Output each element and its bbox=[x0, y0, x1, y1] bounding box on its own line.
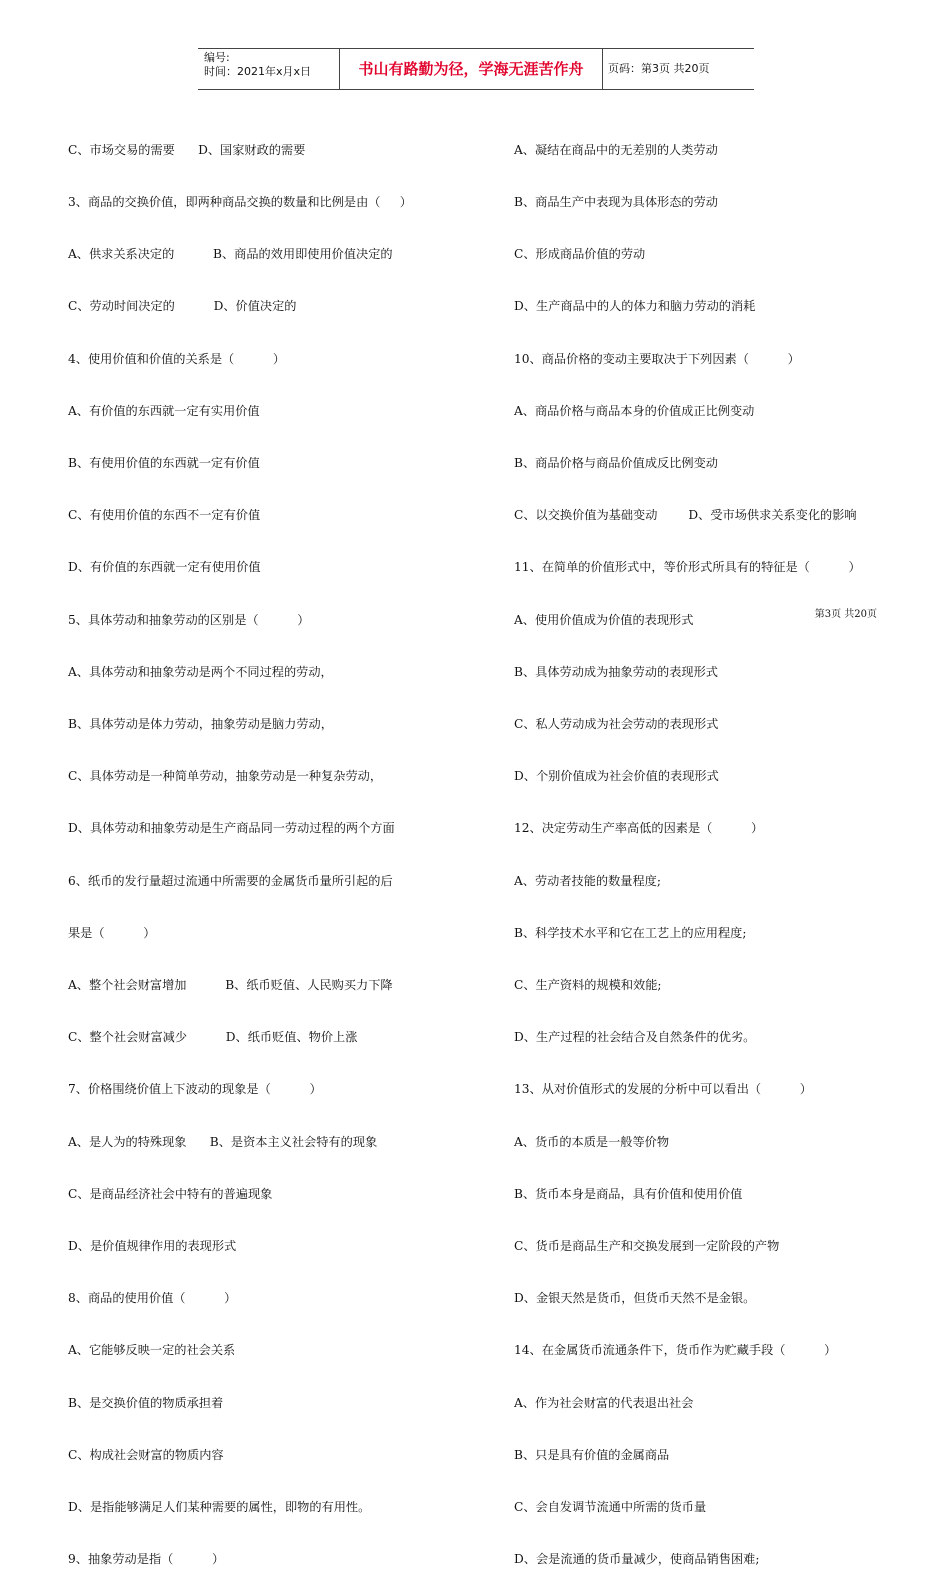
page-footer: 第3页 共20页 bbox=[814, 609, 877, 620]
text-line: C、整个社会财富减少 D、纸币贬值、物价上涨 bbox=[68, 1030, 358, 1045]
document-number-label: 编号: bbox=[204, 51, 230, 64]
text-line: C、形成商品价值的劳动 bbox=[514, 247, 646, 262]
text-line: A、它能够反映一定的社会关系 bbox=[68, 1343, 236, 1358]
text-line: B、商品价格与商品价值成反比例变动 bbox=[514, 456, 718, 471]
text-line: A、凝结在商品中的无差别的人类劳动 bbox=[514, 142, 718, 157]
question-5: 5、具体劳动和抽象劳动的区别是（ ） bbox=[68, 612, 310, 627]
text-line: A、具体劳动和抽象劳动是两个不同过程的劳动， bbox=[68, 664, 333, 679]
text-line: B、商品生产中表现为具体形态的劳动 bbox=[514, 195, 718, 210]
text-line: C、会自发调节流通中所需的货币量 bbox=[514, 1500, 707, 1515]
text-line: C、劳动时间决定的 D、价值决定的 bbox=[68, 299, 297, 314]
text-line: A、商品价格与商品本身的价值成正比例变动 bbox=[514, 403, 755, 418]
question-11: 11、在简单的价值形式中，等价形式所具有的特征是（ ） bbox=[514, 560, 861, 575]
question-10: 10、商品价格的变动主要取决于下列因素（ ） bbox=[514, 351, 800, 366]
text-line: C、以交换价值为基础变动 D、受市场供求关系变化的影响 bbox=[514, 508, 857, 523]
text-line: C、有使用价值的东西不一定有价值 bbox=[68, 508, 261, 523]
text-line: A、劳动者技能的数量程度; bbox=[514, 873, 661, 888]
question-7: 7、价格围绕价值上下波动的现象是（ ） bbox=[68, 1082, 322, 1097]
page-header bbox=[198, 48, 754, 90]
text-line: C、生产资料的规模和效能; bbox=[514, 978, 662, 993]
text-line: D、会是流通的货币量减少，使商品销售困难; bbox=[514, 1552, 760, 1567]
header-meta bbox=[198, 49, 338, 89]
question-3: 3、商品的交换价值，即两种商品交换的数量和比例是由（ ） bbox=[68, 195, 412, 210]
text-line: A、有价值的东西就一定有实用价值 bbox=[68, 403, 260, 418]
question-6: 6、纸币的发行量超过流通中所需要的金属货币量所引起的后 bbox=[68, 873, 393, 888]
question-12: 12、决定劳动生产率高低的因素是（ ） bbox=[514, 821, 764, 836]
question-13: 13、从对价值形式的发展的分析中可以看出（ ） bbox=[514, 1082, 812, 1097]
text-line: A、使用价值成为价值的表现形式 bbox=[514, 612, 694, 627]
header-motto: 书山有路勤为径，学海无涯苦作舟 bbox=[339, 49, 603, 89]
text-line: C、私人劳动成为社会劳动的表现形式 bbox=[514, 717, 719, 732]
right-text-column bbox=[514, 107, 886, 1586]
text-line: B、有使用价值的东西就一定有价值 bbox=[68, 456, 260, 471]
text-line: A、货币的本质是一般等价物 bbox=[514, 1134, 670, 1149]
text-line: A、作为社会财富的代表退出社会 bbox=[514, 1395, 694, 1410]
text-line: D、是指能够满足人们某种需要的属性，即物的有用性。 bbox=[68, 1500, 371, 1515]
text-line: A、供求关系决定的 B、商品的效用即使用价值决定的 bbox=[68, 247, 393, 262]
text-line: A、是人为的特殊现象 B、是资本主义社会特有的现象 bbox=[68, 1134, 378, 1149]
text-line: D、是价值规律作用的表现形式 bbox=[68, 1239, 237, 1254]
text-line: D、生产过程的社会结合及自然条件的优劣。 bbox=[514, 1030, 756, 1045]
text-line: D、生产商品中的人的体力和脑力劳动的消耗 bbox=[514, 299, 756, 314]
question-14: 14、在金属货币流通条件下，货币作为贮藏手段（ ） bbox=[514, 1343, 837, 1358]
text-line: A、整个社会财富增加 B、纸币贬值、人民购买力下降 bbox=[68, 978, 393, 993]
text-line: 果是（ ） bbox=[68, 925, 156, 940]
text-line: C、具体劳动是一种简单劳动，抽象劳动是一种复杂劳动， bbox=[68, 769, 383, 784]
text-line: D、个别价值成为社会价值的表现形式 bbox=[514, 769, 719, 784]
text-line: B、具体劳动成为抽象劳动的表现形式 bbox=[514, 664, 718, 679]
text-line: B、只是具有价值的金属商品 bbox=[514, 1447, 670, 1462]
text-line: C、货币是商品生产和交换发展到一定阶段的产物 bbox=[514, 1239, 780, 1254]
question-8: 8、商品的使用价值（ ） bbox=[68, 1291, 237, 1306]
text-line: C、构成社会财富的物质内容 bbox=[68, 1447, 224, 1462]
text-line: B、科学技术水平和它在工艺上的应用程度; bbox=[514, 925, 747, 940]
header-page-number: 页码：第3页 共20页 bbox=[608, 62, 710, 75]
text-line: D、有价值的东西就一定有使用价值 bbox=[68, 560, 261, 575]
question-4: 4、使用价值和价值的关系是（ ） bbox=[68, 351, 286, 366]
text-line: C、市场交易的需要 D、国家财政的需要 bbox=[68, 142, 306, 157]
text-line: B、是交换价值的物质承担着 bbox=[68, 1395, 224, 1410]
question-9: 9、抽象劳动是指（ ） bbox=[68, 1552, 225, 1567]
text-line: C、是商品经济社会中特有的普遍现象 bbox=[68, 1186, 273, 1201]
left-text-column bbox=[68, 107, 446, 1586]
document-time-label: 时间：2021年x月x日 bbox=[204, 65, 312, 78]
text-line: B、货币本身是商品，具有价值和使用价值 bbox=[514, 1186, 743, 1201]
text-line: D、具体劳动和抽象劳动是生产商品同一劳动过程的两个方面 bbox=[68, 821, 395, 836]
text-line: D、金银天然是货币，但货币天然不是金银。 bbox=[514, 1291, 756, 1306]
text-line: B、具体劳动是体力劳动，抽象劳动是脑力劳动， bbox=[68, 717, 333, 732]
